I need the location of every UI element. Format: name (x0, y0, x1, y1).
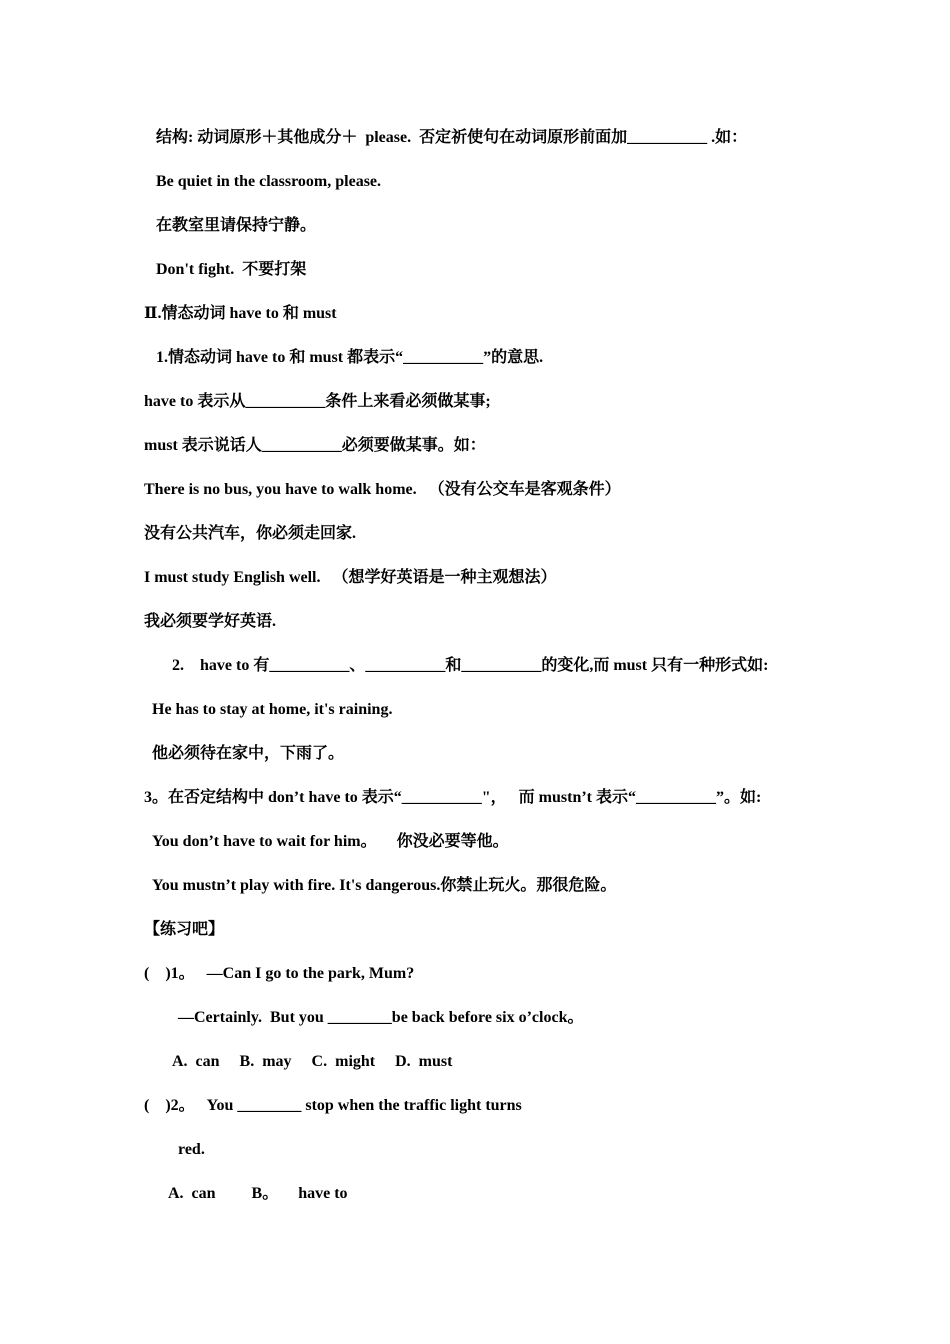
line-have-to-meaning: have to 表示从__________条件上来看必须做某事; (144, 393, 491, 410)
line-translation-quiet: 在教室里请保持宁静。 (156, 217, 317, 234)
question-2: ( )2。 You ________ stop when the traffic light turns (144, 1097, 522, 1114)
line-example-quiet: Be quiet in the classroom, please. (156, 173, 382, 190)
practice-heading: 【练习吧】 (144, 921, 225, 938)
line-example-fire: You mustn’t play with fire. It's dangerous.你禁止玩火。那很危险。 (152, 877, 617, 894)
line-example-study: I must study English well. （想学好英语是一种主观想法） (144, 569, 557, 586)
question-1: ( )1。 —Can I go to the park, Mum? (144, 965, 415, 982)
line-must-meaning: must 表示说话人__________必须要做某事。如： (144, 437, 486, 454)
line-translation-study: 我必须要学好英语. (144, 613, 277, 630)
line-translation-stay: 他必须待在家中，下雨了。 (152, 745, 345, 762)
line-point-1: 1.情态动词 have to 和 must 都表示“__________”的意思. (156, 349, 544, 366)
line-example-bus: There is no bus, you have to walk home. （没有公交车是客观条件） (144, 481, 621, 498)
question-2-options: A. can B。 have to (168, 1185, 348, 1202)
question-1-reply: —Certainly. But you ________be back before six o’clock。 (178, 1009, 584, 1026)
line-example-wait: You don’t have to wait for him。 你没必要等他。 (152, 833, 509, 850)
line-translation-bus: 没有公共汽车，你必须走回家. (144, 525, 357, 542)
line-structure: 结构: 动词原形＋其他成分＋ please. 否定祈使句在动词原形前面加__________ .如： (156, 129, 748, 146)
line-point-2: 2. have to 有__________、__________和__________的变化,而 must 只有一种形式如: (172, 657, 769, 674)
line-example-fight: Don't fight. 不要打架 (156, 261, 307, 278)
line-example-stay: He has to stay at home, it's raining. (152, 701, 393, 718)
question-1-options: A. can B. may C. might D. must (172, 1053, 453, 1070)
question-2-continued: red. (178, 1141, 205, 1158)
section-heading-modal: Ⅱ.情态动词 have to 和 must (144, 305, 337, 322)
line-point-3: 3。在否定结构中 don’t have to 表示“__________"， 而 mustn’t 表示“__________”。如: (144, 789, 762, 806)
